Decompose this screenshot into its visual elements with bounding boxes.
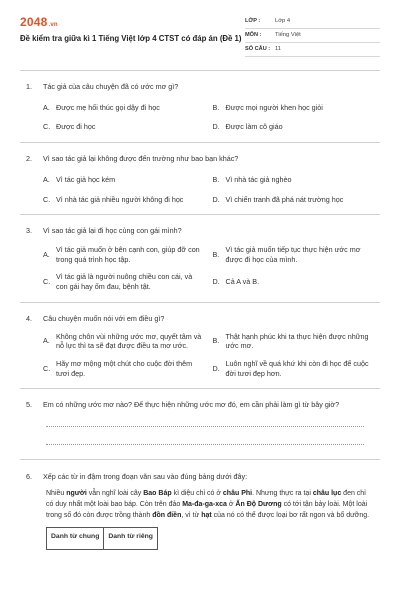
divider — [20, 142, 380, 143]
meta-class-row — [245, 15, 380, 29]
bold-word: châu Phi — [222, 489, 253, 497]
meta-label: LỚP : — [245, 17, 261, 24]
meta-value: 11 — [275, 45, 282, 52]
question-text: Em có những ước mơ nào? Để thực hiện những ước mơ đó, em cần phải làm gì từ bây giờ? — [43, 399, 340, 409]
word-table — [46, 527, 158, 550]
option-d[interactable] — [213, 195, 375, 205]
divider — [20, 459, 380, 460]
option-text: Thật hạnh phúc khi ta thực hiện được những ước mơ. — [225, 331, 369, 351]
option-letter: C. — [43, 277, 51, 287]
passage — [46, 489, 374, 522]
meta-label: SỐ CÂU : — [245, 45, 271, 52]
bold-word: Ấn Độ Dương — [235, 500, 282, 508]
option-text: Vì chiến tranh đã phá nát trường học — [225, 194, 344, 204]
question-number: 1. — [26, 82, 32, 91]
logo-text: 2048 — [20, 15, 48, 29]
passage-text: , vì từ — [181, 511, 202, 519]
option-letter: D. — [212, 363, 220, 373]
option-b[interactable] — [213, 175, 375, 185]
option-letter: D. — [212, 122, 220, 132]
option-a[interactable] — [43, 175, 205, 185]
option-text: Vì tác giả muốn tiếp tục thực hiện ước mơ được đi học của mình. — [225, 245, 361, 264]
bold-word: Bao Báp — [143, 489, 172, 497]
option-letter: C. — [43, 363, 51, 373]
option-text: Vì tác giả là người nuông chiều con cái, và con gái hay ốm đau, bệnh tật. — [56, 272, 193, 292]
question-4 — [20, 314, 380, 388]
divider — [20, 214, 380, 215]
option-letter: B. — [212, 174, 220, 184]
option-text: Hãy mơ mộng một chút cho cuộc đời thêm tươi đẹp. — [56, 359, 193, 378]
meta-label: MÔN : — [245, 31, 262, 38]
option-a[interactable] — [43, 245, 205, 264]
divider — [20, 388, 380, 389]
question-number: 3. — [26, 226, 32, 236]
question-text: Tác giả của câu chuyện đã có ước mơ gì? — [43, 82, 179, 91]
meta-count-row — [245, 43, 380, 57]
page-title: Đề kiểm tra giữa kì 1 Tiếng Việt lớp 4 CTST có đáp án (Đề 1) — [20, 34, 242, 44]
column-header-proper-noun: Danh từ riêng — [104, 528, 158, 550]
passage-text: có tới tận bảy loài. Một loài trong số đó còn được trồng thành — [46, 500, 368, 519]
option-text: Vì nhà tác giả nghèo — [225, 174, 292, 184]
passage-text: kì diệu chỉ có ở — [171, 489, 223, 497]
option-text: Được đi học — [56, 122, 96, 132]
page-header — [20, 0, 380, 70]
option-letter: B. — [212, 336, 220, 346]
question-text: Vì sao tác giả lại không được đến trường như bao bạn khác? — [43, 154, 239, 164]
option-text: Luôn nghĩ về quá khứ khi còn đi học để cuộc đời tươi đẹp hơn. — [225, 359, 369, 378]
option-letter: D. — [212, 277, 220, 287]
column-header-common-noun: Danh từ chung — [47, 528, 104, 550]
meta-value: Tiếng Việt — [275, 31, 301, 38]
option-letter: D. — [212, 194, 220, 204]
question-5 — [20, 400, 380, 460]
option-letter: B. — [212, 249, 220, 259]
option-letter: C. — [43, 122, 51, 132]
passage-text: vẫn nghĩ loài cây — [86, 489, 144, 497]
question-text: Câu chuyện muốn nói với em điều gì? — [43, 313, 165, 323]
option-text: Được làm cô giáo — [225, 122, 283, 132]
option-c[interactable] — [43, 272, 205, 291]
question-1 — [20, 82, 380, 142]
divider — [20, 302, 380, 303]
option-letter: C. — [43, 194, 51, 204]
option-text: Vì tác giả học kém — [56, 174, 116, 184]
bold-word: người — [66, 489, 87, 497]
meta-subject-row — [245, 29, 380, 43]
question-number: 6. — [26, 472, 32, 482]
bold-word: đồn điền — [152, 511, 182, 519]
bold-word: Ma-đa-ga-xca — [182, 500, 227, 508]
option-a[interactable] — [43, 103, 205, 113]
answer-line[interactable] — [46, 433, 364, 445]
question-text: Xếp các từ in đậm trong đoạn văn sau vào đúng bảng dưới đây: — [43, 472, 248, 482]
option-b[interactable] — [213, 245, 375, 264]
option-d[interactable] — [213, 272, 375, 291]
option-letter: A. — [43, 102, 50, 112]
answer-line[interactable] — [46, 415, 364, 427]
option-text: Cả A và B. — [225, 277, 260, 287]
option-c[interactable] — [43, 359, 205, 378]
meta-box — [245, 15, 380, 70]
option-letter: A. — [43, 174, 50, 184]
option-text: Vì tác giả muốn ở bên cạnh con, giúp đỡ con trong quá trình học tập. — [56, 245, 200, 264]
meta-value: Lớp 4 — [275, 17, 291, 24]
divider — [20, 70, 380, 71]
option-b[interactable] — [213, 103, 375, 113]
option-text: Được mẹ hối thúc gọi dậy đi học — [56, 102, 160, 112]
option-letter: A. — [43, 336, 50, 346]
option-c[interactable] — [43, 195, 205, 205]
passage-text: đen chỉ có duy nhất một loài bao báp. Còn trên đảo — [46, 489, 366, 508]
option-letter: A. — [43, 249, 50, 259]
passage-text: Nhiều — [46, 489, 67, 497]
option-text: Được mọi người khen học giỏi — [225, 102, 323, 112]
option-d[interactable] — [213, 359, 375, 378]
passage-text: . Nhưng thực ra tại — [252, 489, 313, 497]
option-b[interactable] — [213, 332, 375, 351]
question-number: 5. — [26, 399, 32, 409]
passage-text: ở — [226, 500, 236, 508]
question-number: 4. — [26, 313, 32, 323]
question-2 — [20, 154, 380, 214]
option-c[interactable] — [43, 122, 205, 132]
option-a[interactable] — [43, 332, 205, 351]
bold-word: hạt — [201, 511, 212, 519]
question-text: Vì sao tác giả lại đi học cùng con gái mình? — [43, 226, 182, 236]
option-text: Vì nhà tác giả nhiều người không đi học — [56, 194, 184, 204]
option-text: Không chôn vùi những ước mơ, quyết tâm và nỗ lực thì ta sẽ đạt được điều ta mơ ước. — [56, 331, 202, 351]
site-logo[interactable] — [20, 14, 245, 30]
option-letter: B. — [212, 102, 220, 112]
option-d[interactable] — [213, 122, 375, 132]
passage-text: của nó có thể được loại bơ rất ngon và bổ dưỡng. — [211, 511, 370, 519]
bold-word: châu lục — [312, 489, 342, 497]
logo-suffix: .vn — [48, 22, 58, 28]
question-3 — [20, 226, 380, 302]
question-6 — [20, 472, 380, 550]
question-number: 2. — [26, 154, 32, 164]
